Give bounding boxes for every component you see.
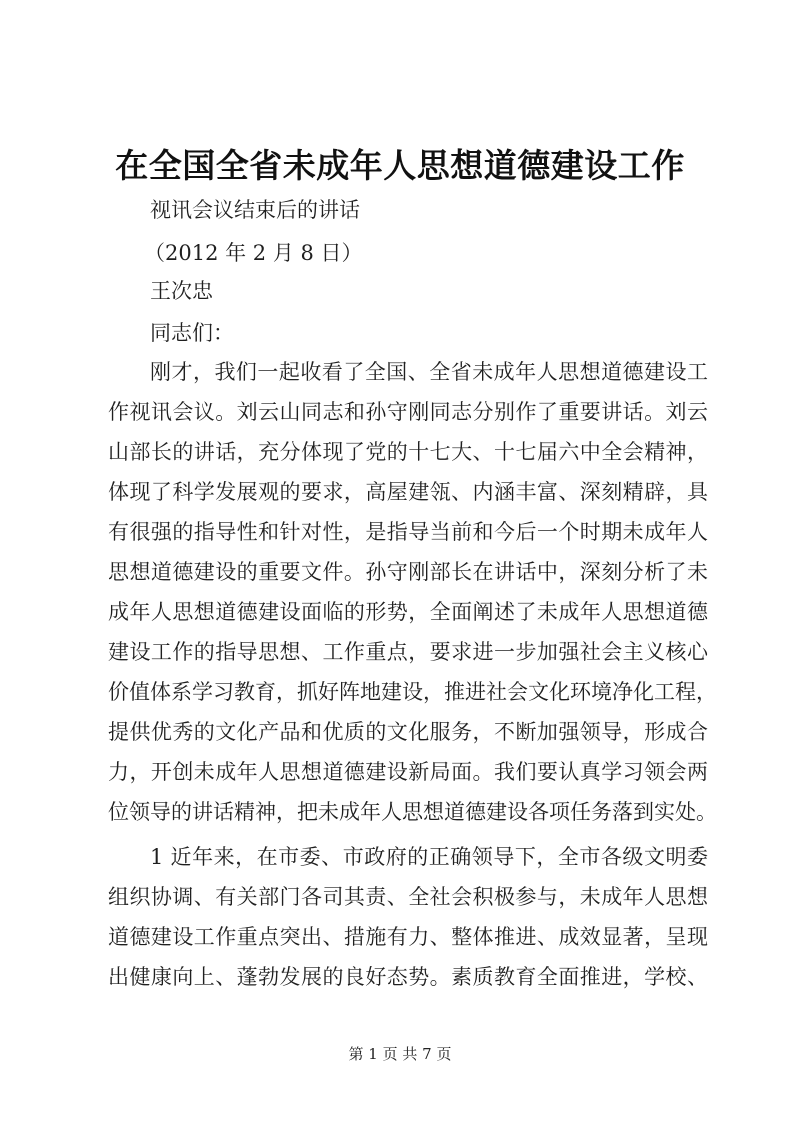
paragraph-line: 力，开创未成年人思想道德建设新局面。我们要认真学习领会两 bbox=[108, 760, 708, 784]
paragraph-line: 道德建设工作重点突出、措施有力、整体推进、成效显著，呈现 bbox=[108, 925, 708, 949]
document-title: 在全国全省未成年人思想道德建设工作 bbox=[115, 146, 685, 185]
paragraph-line: 体现了科学发展观的要求，高屋建瓴、内涵丰富、深刻精辟，具 bbox=[108, 480, 708, 504]
paragraph-line: 位领导的讲话精神，把未成年人思想道德建设各项任务落到实处。 bbox=[108, 800, 717, 824]
page-number-footer: 第 1 页 共 7 页 bbox=[348, 1045, 452, 1063]
paragraph-line: 作视讯会议。刘云山同志和孙守刚同志分别作了重要讲话。刘云 bbox=[108, 400, 708, 424]
paragraph-line: 建设工作的指导思想、工作重点，要求进一步加强社会主义核心 bbox=[108, 640, 708, 664]
paragraph-line: 成年人思想道德建设面临的形势，全面阐述了未成年人思想道德 bbox=[108, 600, 708, 624]
paragraph-line: 思想道德建设的重要文件。孙守刚部长在讲话中，深刻分析了未 bbox=[108, 560, 708, 584]
paragraph-line: 刚才，我们一起收看了全国、全省未成年人思想道德建设工 bbox=[150, 360, 708, 384]
paragraph-line: 提供优秀的文化产品和优质的文化服务，不断加强领导，形成合 bbox=[108, 720, 708, 744]
paragraph-line: 组织协调、有关部门各司其责、全社会积极参与，未成年人思想 bbox=[108, 885, 708, 909]
document-date: （2012 年 2 月 8 日） bbox=[144, 241, 363, 265]
paragraph-line: 山部长的讲话，充分体现了党的十七大、十七届六中全会精神， bbox=[108, 440, 708, 464]
document-subtitle: 视讯会议结束后的讲话 bbox=[150, 198, 360, 222]
document-author: 王次忠 bbox=[150, 279, 213, 303]
paragraph-line: 价值体系学习教育，抓好阵地建设，推进社会文化环境净化工程， bbox=[108, 680, 717, 704]
paragraph-line: 有很强的指导性和针对性，是指导当前和今后一个时期未成年人 bbox=[108, 520, 708, 544]
salutation: 同志们： bbox=[150, 321, 234, 345]
paragraph-line: 1 近年来，在市委、市政府的正确领导下，全市各级文明委 bbox=[150, 845, 708, 869]
paragraph-line: 出健康向上、蓬勃发展的良好态势。素质教育全面推进，学校、 bbox=[108, 965, 708, 989]
